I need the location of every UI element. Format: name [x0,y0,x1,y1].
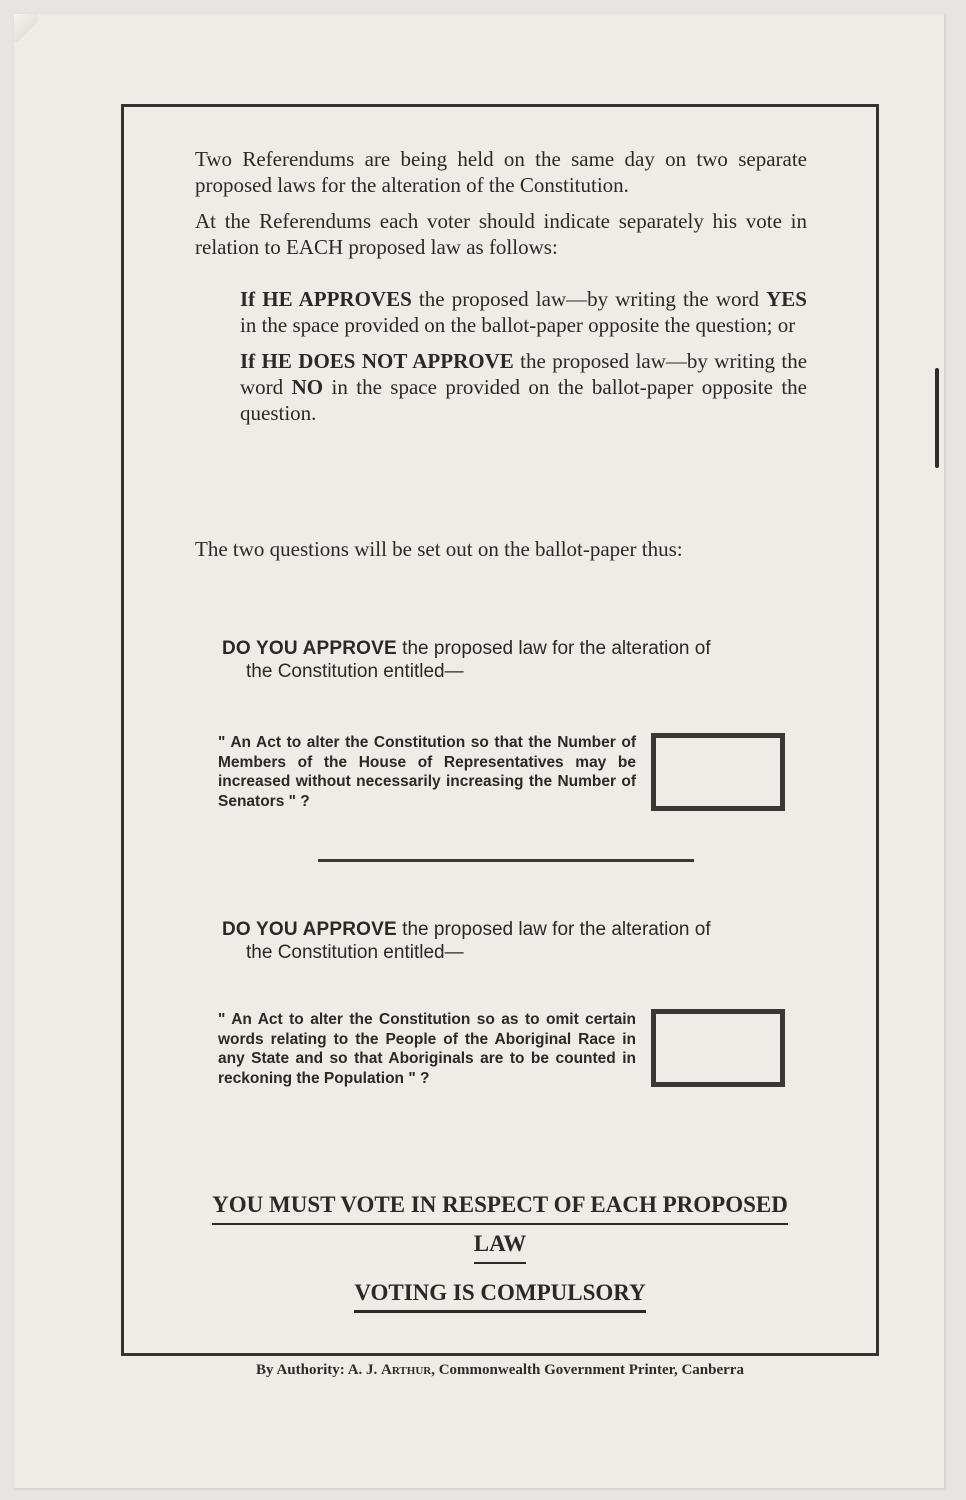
rule-approve-text2: in the space provided on the ballot-paper opposite the question; or [240,313,796,337]
authority-suffix: , Commonwealth Government Printer, Canberra [431,1362,744,1378]
voting-rules [240,286,807,436]
intro-paragraph-1: Two Referendums are being held on the same day on two separate proposed laws for the alteration of the Constitution. [195,147,807,197]
question-1-vote-box[interactable] [651,733,785,811]
rule-disapprove-text2: in the space provided on the ballot-paper opposite the question. [240,375,807,425]
question-2-head-rest: the proposed law for the alteration of [396,919,711,940]
compulsory-text: VOTING IS COMPULSORY [354,1278,645,1313]
rule-disapprove-text1: the proposed law—by writing the word [240,349,808,399]
rule-approve-lead: If HE APPROVES [240,287,412,311]
must-vote-notice [190,1188,810,1264]
staple-icon [935,368,939,468]
page-corner-fold [14,14,38,42]
must-vote-line-1: YOU MUST VOTE IN RESPECT OF EACH PROPOSED [212,1188,788,1225]
question-separator [318,859,694,862]
question-2-vote-box[interactable] [651,1009,785,1087]
question-1-heading [222,637,788,683]
rule-approve-word: YES [766,287,807,311]
rule-disapprove [240,348,807,426]
intro-section [195,146,807,270]
rule-approve [240,286,807,338]
question-2-act-title: " An Act to alter the Constitution so as to omit certain words relating to the People of the Aboriginal Race in any State and so that Aboriginals are to be counted in reckoning the Population " ? [218,1011,636,1087]
question-1-head-bold: DO YOU APPROVE [222,638,397,659]
printer-authority-line [120,1360,880,1380]
must-vote-line-2: LAW [474,1227,526,1264]
question-1-head-rest: the proposed law for the alteration of [396,638,711,659]
rule-disapprove-lead: If HE DOES NOT APPROVE [240,349,514,373]
authority-name: Arthur [381,1362,432,1378]
intro-paragraph-2: At the Referendums each voter should indicate separately his vote in relation to EACH proposed law as follows: [195,209,807,259]
question-2-heading [222,918,788,964]
compulsory-notice [190,1278,810,1313]
rule-disapprove-word: NO [291,375,324,399]
rule-approve-text1: the proposed law—by writing the word [411,287,767,311]
question-1-act-title: " An Act to alter the Constitution so that the Number of Members of the House of Representatives may be increased without necessarily increasing the Number of Senators " ? [218,734,636,810]
question-2-sub: the Constitution entitled— [246,942,464,963]
ballot-lead-in: The two questions will be set out on the ballot-paper thus: [195,537,683,561]
question-1-sub: the Constitution entitled— [246,661,464,682]
authority-prefix: By Authority: A. J. [256,1362,382,1378]
question-2-head-bold: DO YOU APPROVE [222,919,397,940]
